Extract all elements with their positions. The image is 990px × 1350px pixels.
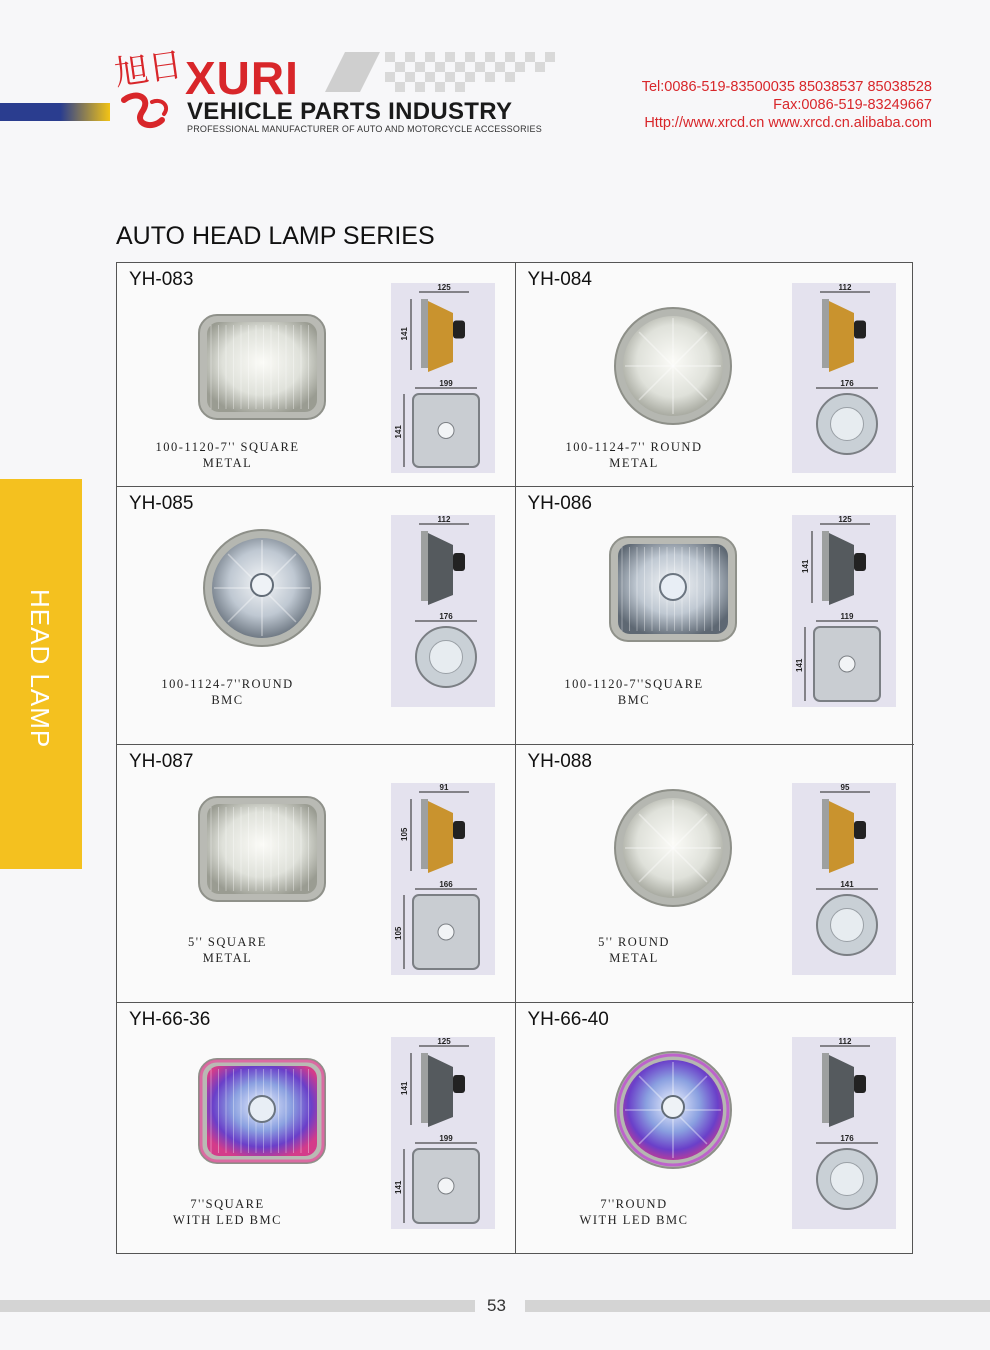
product-description [145,439,310,471]
product-code: YH-66-36 [129,1009,211,1030]
product-code: YH-083 [129,269,194,290]
svg-text:95: 95 [840,783,849,792]
product-code: YH-66-40 [527,1009,609,1030]
dimension-drawing [391,1037,495,1229]
description-line-2: METAL [202,456,253,470]
description-line-2: METAL [609,951,659,965]
product-description [552,934,717,966]
description-line-1: 7''ROUND [600,1197,668,1211]
svg-text:176: 176 [439,612,453,621]
description-line-2: METAL [609,456,659,470]
dimension-drawing [792,1037,896,1229]
product-description [145,934,310,966]
product-cell [117,487,516,745]
product-code: YH-088 [527,751,592,772]
product-code: YH-084 [527,269,592,290]
description-line-2: BMC [617,693,651,707]
svg-text:119: 119 [840,612,853,621]
svg-text:112: 112 [437,515,451,524]
svg-text:125: 125 [437,283,451,292]
square-headlamp-image [187,785,337,920]
product-cell [117,1003,516,1253]
svg-text:141: 141 [400,1081,409,1095]
svg-text:141: 141 [839,880,854,889]
svg-text:141: 141 [394,1180,403,1194]
svg-text:112: 112 [838,283,851,292]
svg-text:141: 141 [800,559,810,573]
product-grid [116,262,913,1254]
svg-text:112: 112 [838,1037,851,1046]
svg-text:105: 105 [394,926,403,940]
description-line-1: 100-1120-7'' SQUARE [155,440,300,454]
dimension-drawing [391,283,495,473]
side-tab-label: HEAD LAMP [25,589,55,749]
svg-text:176: 176 [839,379,854,388]
svg-text:91: 91 [439,783,449,792]
footer-bar-right [525,1300,990,1312]
product-description [145,676,310,708]
product-description [552,1196,717,1228]
description-line-1: 5'' ROUND [598,935,670,949]
contact-block [642,78,932,132]
round-headlamp-image [598,303,748,438]
section-side-tab [0,479,82,869]
dimension-drawing [792,515,896,707]
dimension-drawing [391,783,495,975]
product-cell [516,263,915,487]
brand-name: XURI [185,52,299,104]
svg-text:旭日: 旭日 [112,44,185,94]
round-headlamp-image [187,525,337,660]
svg-text:141: 141 [794,658,804,672]
description-line-2: METAL [202,951,253,965]
dimension-drawing [792,283,896,473]
svg-text:125: 125 [837,515,852,524]
round-headlamp-image [598,785,748,920]
contact-tel: Tel:0086-519-83500035 85038537 85038528 [641,79,932,95]
checker-flag-graphic [325,52,560,92]
description-line-2: BMC [211,693,244,707]
product-cell [516,1003,915,1253]
svg-text:166: 166 [439,880,453,889]
product-cell [117,745,516,1003]
product-cell [117,263,516,487]
svg-text:105: 105 [400,827,409,841]
description-line-2: WITH LED BMC [579,1213,689,1227]
square-headlamp-image [187,1047,337,1182]
product-description [552,676,717,708]
svg-text:141: 141 [394,425,403,439]
svg-text:141: 141 [400,327,409,341]
dimension-drawing [792,783,896,975]
product-description [552,439,717,471]
product-description [145,1196,310,1228]
dimension-drawing [391,515,495,707]
header-color-stripe [0,103,110,121]
description-line-2: WITH LED BMC [173,1213,282,1227]
product-code: YH-085 [129,493,194,514]
product-code: YH-087 [129,751,194,772]
round-headlamp-image [598,1047,748,1182]
description-line-1: 100-1120-7''SQUARE [564,677,704,691]
contact-fax: Fax:0086-519-83249667 [773,97,932,113]
description-line-1: 5'' SQUARE [188,935,267,949]
square-headlamp-image [187,303,337,438]
svg-text:199: 199 [439,379,453,388]
product-cell [516,487,915,745]
square-headlamp-image [598,525,748,660]
product-code: YH-086 [527,493,592,514]
product-cell [516,745,915,1003]
series-title: AUTO HEAD LAMP SERIES [116,222,435,250]
description-line-1: 100-1124-7''ROUND [161,677,294,691]
svg-text:199: 199 [439,1134,453,1143]
contact-web: Http://www.xrcd.cn www.xrcd.cn.alibaba.com [644,115,932,131]
company-tagline: PROFESSIONAL MANUFACTURER OF AUTO AND MOTORCYCLE ACCESSORIES [187,124,542,134]
description-line-1: 7''SQUARE [190,1197,265,1211]
xuri-logo-icon [112,40,192,135]
description-line-1: 100-1124-7'' ROUND [565,440,703,454]
page-number: 53 [487,1296,506,1315]
svg-text:125: 125 [437,1037,451,1046]
svg-text:176: 176 [839,1134,854,1143]
footer-bar-left [0,1300,475,1312]
company-name: VEHICLE PARTS INDUSTRY [187,98,513,125]
